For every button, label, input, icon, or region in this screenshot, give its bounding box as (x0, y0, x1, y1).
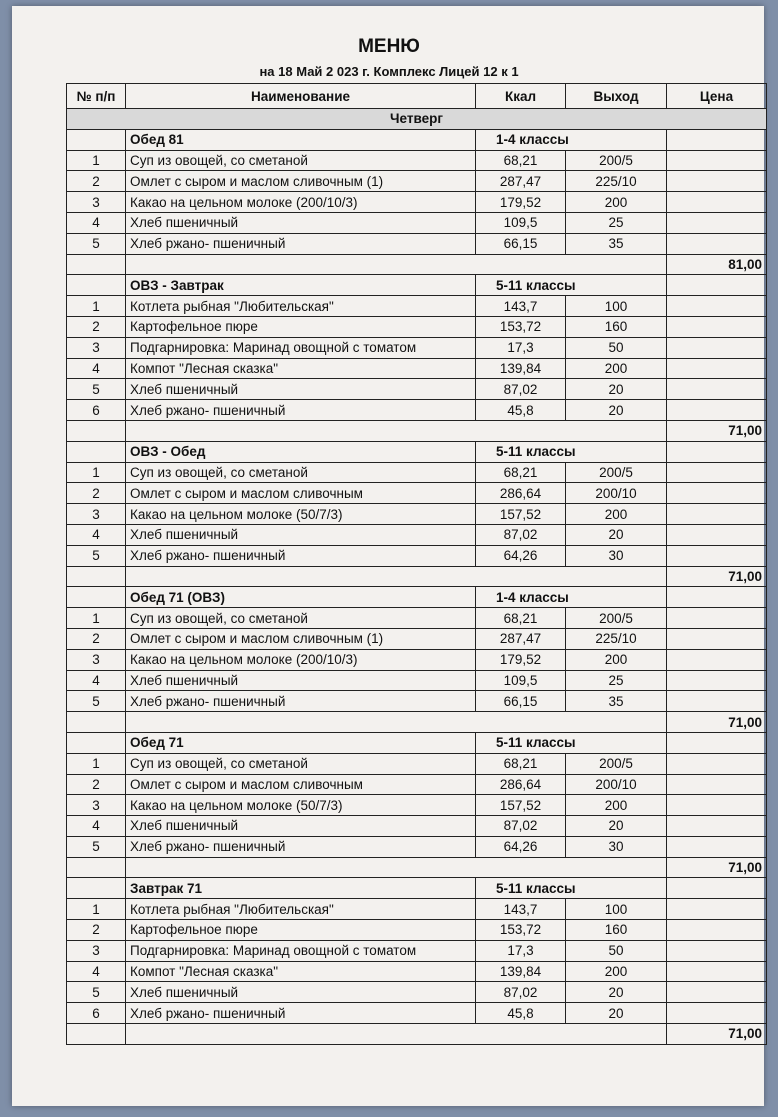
section-num-cell (67, 732, 126, 753)
table-row (67, 836, 767, 857)
table-row (67, 545, 767, 566)
item-name: Какао на цельном молоке (200/10/3) (126, 192, 476, 213)
item-number: 6 (67, 1003, 126, 1024)
item-number: 4 (67, 961, 126, 982)
item-number: 2 (67, 316, 126, 337)
item-kcal: 68,21 (476, 608, 566, 629)
item-number: 4 (67, 524, 126, 545)
section-classes: 5-11 классы (476, 275, 667, 296)
item-name: Хлеб пшеничный (126, 982, 476, 1003)
item-kcal: 109,5 (476, 212, 566, 233)
item-name: Хлеб ржано- пшеничный (126, 1003, 476, 1024)
item-number: 2 (67, 628, 126, 649)
item-kcal: 66,15 (476, 233, 566, 254)
item-price (667, 816, 767, 837)
item-price (667, 774, 767, 795)
item-name: Хлеб ржано- пшеничный (126, 400, 476, 421)
total-blank (67, 254, 126, 275)
item-kcal: 179,52 (476, 649, 566, 670)
item-output: 20 (566, 982, 667, 1003)
item-name: Какао на цельном молоке (50/7/3) (126, 504, 476, 525)
item-output: 30 (566, 545, 667, 566)
total-blank-span (126, 420, 667, 441)
table-row (67, 774, 767, 795)
table-row (67, 212, 767, 233)
item-output: 200 (566, 795, 667, 816)
table-row (67, 1003, 767, 1024)
total-blank-span (126, 857, 667, 878)
table-row (67, 816, 767, 837)
item-name: Хлеб ржано- пшеничный (126, 545, 476, 566)
item-number: 5 (67, 691, 126, 712)
section-header-row (67, 275, 767, 296)
total-blank (67, 1024, 126, 1045)
item-number: 1 (67, 899, 126, 920)
section-price-cell (667, 878, 767, 899)
item-name: Хлеб пшеничный (126, 816, 476, 837)
section-name: Обед 71 (ОВЗ) (126, 587, 476, 608)
item-output: 25 (566, 670, 667, 691)
total-blank-span (126, 254, 667, 275)
item-kcal: 87,02 (476, 816, 566, 837)
section-name: Обед 71 (126, 732, 476, 753)
table-row (67, 483, 767, 504)
table-row (67, 171, 767, 192)
item-name: Хлеб ржано- пшеничный (126, 836, 476, 857)
item-name: Суп из овощей, со сметаной (126, 753, 476, 774)
total-blank-span (126, 1024, 667, 1045)
item-name: Омлет с сыром и маслом сливочным (1) (126, 171, 476, 192)
item-number: 1 (67, 150, 126, 171)
header-name: Наименование (126, 84, 476, 109)
item-number: 4 (67, 212, 126, 233)
item-name: Картофельное пюре (126, 920, 476, 941)
item-name: Омлет с сыром и маслом сливочным (126, 483, 476, 504)
menu-table (66, 83, 767, 1045)
table-row (67, 316, 767, 337)
item-kcal: 287,47 (476, 171, 566, 192)
section-num-cell (67, 878, 126, 899)
item-name: Какао на цельном молоке (50/7/3) (126, 795, 476, 816)
item-kcal: 139,84 (476, 358, 566, 379)
section-total-row (67, 857, 767, 878)
item-kcal: 139,84 (476, 961, 566, 982)
item-name: Котлета рыбная "Любительская" (126, 899, 476, 920)
item-price (667, 233, 767, 254)
item-price (667, 400, 767, 421)
item-output: 160 (566, 920, 667, 941)
item-number: 5 (67, 836, 126, 857)
item-output: 35 (566, 691, 667, 712)
item-kcal: 286,64 (476, 483, 566, 504)
total-blank (67, 566, 126, 587)
header-row (67, 84, 767, 109)
item-price (667, 920, 767, 941)
item-kcal: 157,52 (476, 504, 566, 525)
section-header-row (67, 587, 767, 608)
section-name: Обед 81 (126, 129, 476, 150)
item-kcal: 87,02 (476, 524, 566, 545)
item-kcal: 179,52 (476, 192, 566, 213)
table-row (67, 899, 767, 920)
table-row (67, 192, 767, 213)
section-price-cell (667, 732, 767, 753)
item-kcal: 287,47 (476, 628, 566, 649)
item-output: 35 (566, 233, 667, 254)
header-price: Цена (667, 84, 767, 109)
item-price (667, 753, 767, 774)
item-price (667, 982, 767, 1003)
item-kcal: 143,7 (476, 296, 566, 317)
item-name: Какао на цельном молоке (200/10/3) (126, 649, 476, 670)
section-price-cell (667, 587, 767, 608)
item-name: Суп из овощей, со сметаной (126, 608, 476, 629)
section-total-row (67, 1024, 767, 1045)
item-price (667, 940, 767, 961)
item-output: 200 (566, 961, 667, 982)
section-classes: 1-4 классы (476, 129, 667, 150)
section-total-price: 71,00 (667, 1024, 767, 1045)
item-output: 50 (566, 940, 667, 961)
item-name: Компот "Лесная сказка" (126, 961, 476, 982)
section-header-row (67, 441, 767, 462)
section-name: Завтрак 71 (126, 878, 476, 899)
total-blank (67, 420, 126, 441)
item-name: Омлет с сыром и маслом сливочным (1) (126, 628, 476, 649)
item-output: 200/5 (566, 150, 667, 171)
section-header-row (67, 129, 767, 150)
section-classes: 5-11 классы (476, 732, 667, 753)
item-kcal: 64,26 (476, 836, 566, 857)
item-number: 3 (67, 795, 126, 816)
item-number: 3 (67, 337, 126, 358)
item-output: 100 (566, 899, 667, 920)
item-number: 4 (67, 358, 126, 379)
table-row (67, 233, 767, 254)
total-blank-span (126, 566, 667, 587)
section-price-cell (667, 275, 767, 296)
header-kcal: Ккал (476, 84, 566, 109)
item-output: 225/10 (566, 628, 667, 649)
table-row (67, 670, 767, 691)
item-number: 2 (67, 774, 126, 795)
section-name: ОВЗ - Обед (126, 441, 476, 462)
item-price (667, 462, 767, 483)
item-number: 3 (67, 504, 126, 525)
section-name: ОВЗ - Завтрак (126, 275, 476, 296)
item-number: 1 (67, 462, 126, 483)
item-output: 200/5 (566, 753, 667, 774)
section-total-price: 71,00 (667, 566, 767, 587)
table-row (67, 150, 767, 171)
item-kcal: 153,72 (476, 316, 566, 337)
item-name: Подгарнировка: Маринад овощной с томатом (126, 337, 476, 358)
table-row (67, 961, 767, 982)
item-output: 200/5 (566, 608, 667, 629)
item-kcal: 17,3 (476, 940, 566, 961)
table-row (67, 462, 767, 483)
section-classes: 1-4 классы (476, 587, 667, 608)
item-number: 1 (67, 608, 126, 629)
table-row (67, 296, 767, 317)
table-row (67, 628, 767, 649)
item-number: 3 (67, 940, 126, 961)
table-row (67, 795, 767, 816)
item-number: 2 (67, 920, 126, 941)
item-name: Хлеб пшеничный (126, 379, 476, 400)
page-title: МЕНЮ (358, 36, 420, 57)
item-output: 20 (566, 1003, 667, 1024)
item-name: Хлеб пшеничный (126, 670, 476, 691)
section-total-price: 71,00 (667, 712, 767, 733)
day-label: Четверг (67, 109, 767, 130)
item-output: 200 (566, 358, 667, 379)
item-name: Омлет с сыром и маслом сливочным (126, 774, 476, 795)
item-kcal: 87,02 (476, 379, 566, 400)
item-output: 20 (566, 379, 667, 400)
header-num: № п/п (67, 84, 126, 109)
section-classes: 5-11 классы (476, 878, 667, 899)
page-subtitle: на 18 Май 2 023 г. Комплекс Лицей 12 к 1 (259, 64, 519, 79)
item-number: 4 (67, 816, 126, 837)
item-price (667, 171, 767, 192)
item-output: 160 (566, 316, 667, 337)
section-num-cell (67, 587, 126, 608)
item-kcal: 68,21 (476, 150, 566, 171)
section-header-row (67, 732, 767, 753)
section-price-cell (667, 129, 767, 150)
item-price (667, 649, 767, 670)
item-output: 200 (566, 504, 667, 525)
item-price (667, 524, 767, 545)
section-total-row (67, 566, 767, 587)
item-price (667, 379, 767, 400)
section-num-cell (67, 441, 126, 462)
item-kcal: 87,02 (476, 982, 566, 1003)
item-price (667, 1003, 767, 1024)
item-price (667, 545, 767, 566)
section-num-cell (67, 129, 126, 150)
section-total-price: 81,00 (667, 254, 767, 275)
item-name: Компот "Лесная сказка" (126, 358, 476, 379)
item-price (667, 691, 767, 712)
item-name: Суп из овощей, со сметаной (126, 150, 476, 171)
item-number: 2 (67, 483, 126, 504)
item-price (667, 337, 767, 358)
item-kcal: 66,15 (476, 691, 566, 712)
item-kcal: 153,72 (476, 920, 566, 941)
item-number: 3 (67, 649, 126, 670)
item-number: 3 (67, 192, 126, 213)
table-row (67, 649, 767, 670)
table-row (67, 358, 767, 379)
item-number: 5 (67, 982, 126, 1003)
item-name: Суп из овощей, со сметаной (126, 462, 476, 483)
table-row (67, 753, 767, 774)
section-total-row (67, 254, 767, 275)
item-output: 100 (566, 296, 667, 317)
item-output: 200/10 (566, 483, 667, 504)
item-output: 200 (566, 649, 667, 670)
total-blank-span (126, 712, 667, 733)
item-name: Хлеб ржано- пшеничный (126, 691, 476, 712)
total-blank (67, 857, 126, 878)
section-header-row (67, 878, 767, 899)
section-total-price: 71,00 (667, 857, 767, 878)
item-price (667, 358, 767, 379)
item-number: 2 (67, 171, 126, 192)
item-output: 50 (566, 337, 667, 358)
table-row (67, 524, 767, 545)
table-row (67, 400, 767, 421)
item-price (667, 192, 767, 213)
item-number: 5 (67, 379, 126, 400)
section-total-price: 71,00 (667, 420, 767, 441)
section-price-cell (667, 441, 767, 462)
item-output: 20 (566, 524, 667, 545)
item-output: 20 (566, 816, 667, 837)
item-name: Подгарнировка: Маринад овощной с томатом (126, 940, 476, 961)
item-price (667, 795, 767, 816)
item-output: 30 (566, 836, 667, 857)
item-price (667, 296, 767, 317)
item-name: Картофельное пюре (126, 316, 476, 337)
item-kcal: 109,5 (476, 670, 566, 691)
item-kcal: 17,3 (476, 337, 566, 358)
item-price (667, 899, 767, 920)
item-number: 5 (67, 233, 126, 254)
section-total-row (67, 420, 767, 441)
item-output: 200/10 (566, 774, 667, 795)
day-row (67, 109, 767, 130)
section-total-row (67, 712, 767, 733)
item-price (667, 628, 767, 649)
table-row (67, 504, 767, 525)
item-price (667, 504, 767, 525)
item-output: 200/5 (566, 462, 667, 483)
item-kcal: 64,26 (476, 545, 566, 566)
item-price (667, 150, 767, 171)
item-output: 20 (566, 400, 667, 421)
table-row (67, 337, 767, 358)
item-kcal: 68,21 (476, 753, 566, 774)
item-price (667, 483, 767, 504)
table-row (67, 982, 767, 1003)
item-price (667, 608, 767, 629)
item-number: 6 (67, 400, 126, 421)
item-price (667, 212, 767, 233)
item-kcal: 45,8 (476, 400, 566, 421)
item-kcal: 157,52 (476, 795, 566, 816)
item-output: 25 (566, 212, 667, 233)
item-number: 4 (67, 670, 126, 691)
item-kcal: 68,21 (476, 462, 566, 483)
item-output: 200 (566, 192, 667, 213)
table-row (67, 608, 767, 629)
header-out: Выход (566, 84, 667, 109)
item-name: Хлеб пшеничный (126, 524, 476, 545)
item-kcal: 143,7 (476, 899, 566, 920)
menu-body (67, 109, 767, 1045)
item-name: Хлеб ржано- пшеничный (126, 233, 476, 254)
item-name: Котлета рыбная "Любительская" (126, 296, 476, 317)
item-number: 1 (67, 753, 126, 774)
table-row (67, 691, 767, 712)
item-number: 1 (67, 296, 126, 317)
table-row (67, 920, 767, 941)
item-number: 5 (67, 545, 126, 566)
table-row (67, 940, 767, 961)
table-row (67, 379, 767, 400)
item-kcal: 45,8 (476, 1003, 566, 1024)
item-output: 225/10 (566, 171, 667, 192)
item-price (667, 836, 767, 857)
section-num-cell (67, 275, 126, 296)
item-price (667, 961, 767, 982)
item-price (667, 670, 767, 691)
item-price (667, 316, 767, 337)
item-kcal: 286,64 (476, 774, 566, 795)
item-name: Хлеб пшеничный (126, 212, 476, 233)
total-blank (67, 712, 126, 733)
section-classes: 5-11 классы (476, 441, 667, 462)
